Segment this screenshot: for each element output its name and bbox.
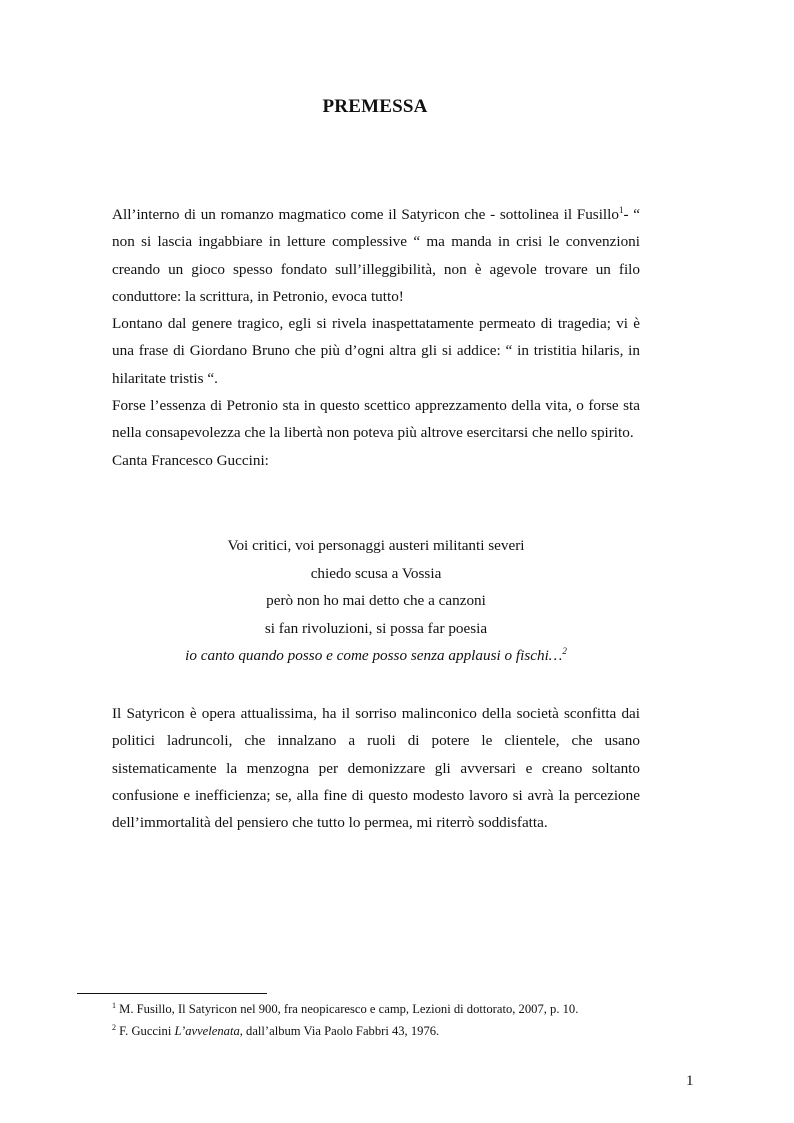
footnotes <box>112 998 712 1042</box>
paragraph-5: Il Satyricon è opera attualissima, ha il sorriso malinconico della società sconfitta dai politici ladruncoli, che innalzano a ruoli di potere le clientele, che usano sistematicamente la menzogna per demonizzare gli avversari e creano soltanto confusione e inefficienza; se, alla fine di questo modesto lavoro si avrà la percezione dell’immortalità del pensiero che tutto lo permea, mi riterrò soddisfatta. <box>112 705 640 832</box>
footnote-2-text-b: , dall’album Via Paolo Fabbri 43, 1976. <box>239 1024 440 1038</box>
main-text <box>112 201 640 474</box>
page-title: PREMESSA <box>322 96 428 117</box>
footnote-2-text-a: F. Guccini <box>119 1024 175 1038</box>
footnote-2-number: 2 <box>112 1022 116 1032</box>
footnote-1-text: M. Fusillo, Il Satyricon nel 900, fra neopicaresco e camp, Lezioni di dottorato, 2007, p. 10. <box>119 1002 579 1016</box>
closing-text <box>112 700 640 836</box>
poem-line-5-text: io canto quando posso e come posso senza applausi o fischi… <box>185 647 563 665</box>
poem-line-4: si fan rivoluzioni, si possa far poesia <box>264 619 488 637</box>
poem-line-5 <box>112 642 640 670</box>
paragraph-3: Forse l’essenza di Petronio sta in questo scettico apprezzamento della vita, o forse sta nella consapevolezza che la libertà non poteva più altrove esercitarsi che nello spirito. <box>112 397 640 442</box>
page-number: 1 <box>686 1073 694 1089</box>
footnote-ref-2[interactable]: 2 <box>562 646 567 657</box>
paragraph-1-text-b: - “ non si lascia ingabbiare in letture complessive “ ma manda in crisi le convenzioni creando un gioco spesso fondato sull’illeggibilità, non è agevole trovare un filo conduttore: la scrittura, in Petronio, evoca tutto! <box>112 206 640 305</box>
footnote-1 <box>112 998 712 1020</box>
footnote-divider <box>77 993 267 994</box>
footnote-2 <box>112 1020 712 1042</box>
footnote-ref-1[interactable]: 1 <box>618 204 624 215</box>
paragraph-2: Lontano dal genere tragico, egli si rivela inaspettatamente permeato di tragedia; vi è una frase di Giordano Bruno che più d’ogni altra gli si addice: “ in tristitia hilaris, in hilaritate tristis “. <box>112 315 640 387</box>
poem-line-3: però non ho mai detto che a canzoni <box>266 592 486 610</box>
footnote-1-number: 1 <box>112 1000 116 1010</box>
poem-line-1: Voi critici, voi personaggi austeri militanti severi <box>227 537 525 554</box>
paragraph-1 <box>112 201 640 310</box>
footnote-2-song-title: L’avvelenata <box>174 1024 240 1038</box>
poem-quote <box>112 532 640 670</box>
poem-line-2: chiedo scusa a Vossia <box>310 564 442 582</box>
paragraph-4: Canta Francesco Guccini: <box>112 451 269 469</box>
paragraph-1-text-a: All’interno di un romanzo magmatico come il Satyricon che - sottolinea il Fusillo <box>112 206 619 223</box>
